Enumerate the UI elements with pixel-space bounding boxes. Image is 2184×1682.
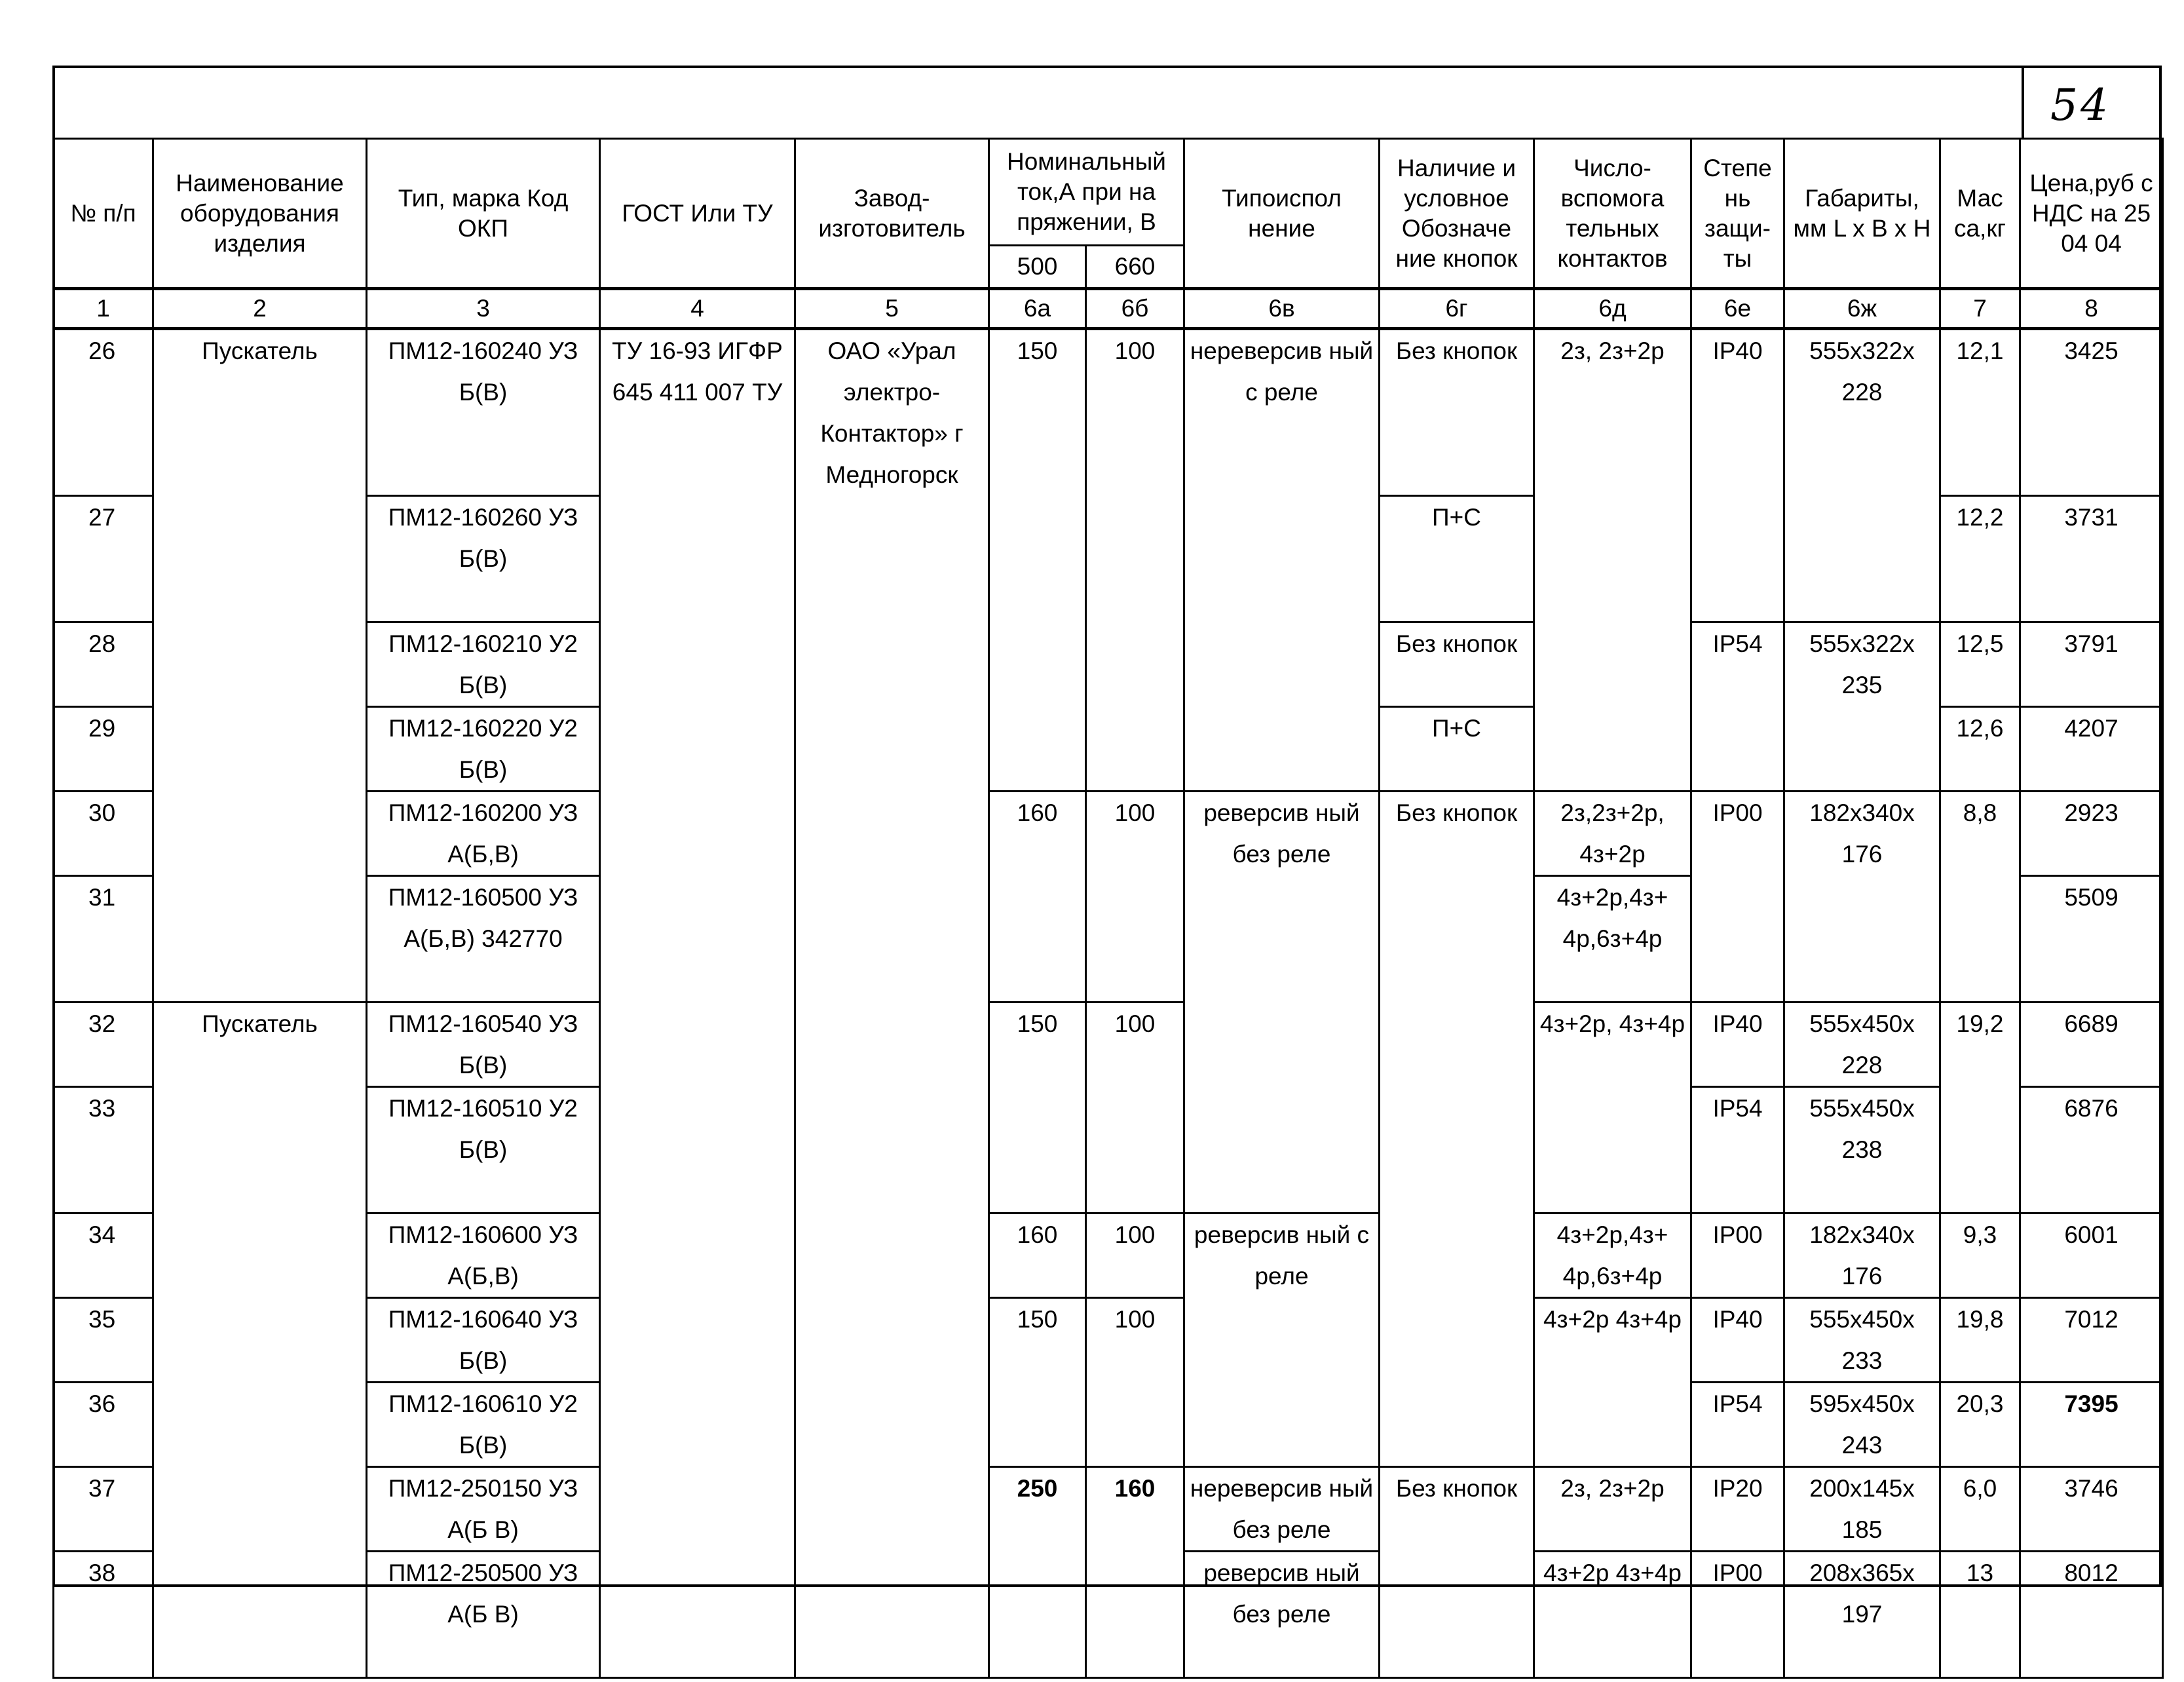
colnum-cell: 7	[1940, 289, 2020, 329]
gost-spec	[600, 1002, 795, 1086]
row-number: 34	[54, 1213, 153, 1297]
gost-spec	[600, 1466, 795, 1551]
header-maker: Завод-изготовитель	[795, 139, 989, 289]
table-row	[54, 791, 2163, 875]
manufacturer	[795, 1297, 989, 1382]
execution-type: нереверсив ный без реле	[1184, 1466, 1380, 1551]
table-row	[54, 1086, 2163, 1213]
equipment-name	[153, 622, 367, 706]
mass: 19,2	[1940, 1002, 2020, 1086]
gost-spec	[600, 706, 795, 791]
table-row	[54, 495, 2163, 622]
aux-contacts: 2з, 2з+2р	[1534, 1466, 1691, 1551]
manufacturer	[795, 1382, 989, 1466]
colnum-cell: 6а	[989, 289, 1086, 329]
gost-spec	[600, 1086, 795, 1213]
current-660v: 100	[1086, 329, 1184, 496]
dimensions: 182x340x 176	[1784, 791, 1940, 875]
mass: 12,5	[1940, 622, 2020, 706]
header-dimensions: Габариты, мм L x B x H	[1784, 139, 1940, 289]
dimensions: 555x450x 233	[1784, 1297, 1940, 1382]
current-660v	[1086, 706, 1184, 791]
execution-type	[1184, 1002, 1380, 1086]
manufacturer	[795, 1551, 989, 1677]
gost-spec	[600, 495, 795, 622]
price: 7012	[2020, 1297, 2163, 1382]
mass	[1940, 1086, 2020, 1213]
execution-type: реверсив ный с реле	[1184, 1213, 1380, 1297]
mass: 12,6	[1940, 706, 2020, 791]
table-row	[54, 1002, 2163, 1086]
gost-spec	[600, 875, 795, 1002]
row-number: 35	[54, 1297, 153, 1382]
equipment-name	[153, 791, 367, 875]
current-660v	[1086, 495, 1184, 622]
row-number: 27	[54, 495, 153, 622]
current-660v: 160	[1086, 1466, 1184, 1551]
gost-spec	[600, 1382, 795, 1466]
protection: IP00	[1691, 1551, 1784, 1677]
mass: 20,3	[1940, 1382, 2020, 1466]
colnum-cell: 1	[54, 289, 153, 329]
current-660v: 100	[1086, 791, 1184, 875]
table-row	[54, 706, 2163, 791]
row-number: 28	[54, 622, 153, 706]
aux-contacts: 4з+2р 4з+4р	[1534, 1297, 1691, 1382]
header-mass: Мас са,кг	[1940, 139, 2020, 289]
mass: 13	[1940, 1551, 2020, 1677]
protection: IP00	[1691, 1213, 1784, 1297]
price: 3746	[2020, 1466, 2163, 1551]
current-660v	[1086, 1382, 1184, 1466]
buttons	[1380, 875, 1534, 1002]
table-body	[54, 329, 2163, 1678]
current-660v	[1086, 875, 1184, 1002]
price: 2923	[2020, 791, 2163, 875]
current-500v: 250	[989, 1466, 1086, 1551]
manufacturer	[795, 1086, 989, 1213]
header-current: Номинальный ток,А при на пряжении, В	[989, 139, 1184, 246]
aux-contacts	[1534, 1086, 1691, 1213]
current-660v: 100	[1086, 1297, 1184, 1382]
row-number: 29	[54, 706, 153, 791]
dimensions	[1784, 875, 1940, 1002]
colnum-cell: 6е	[1691, 289, 1784, 329]
type-code: ПМ12-160200 УЗ А(Б,В)	[367, 791, 600, 875]
aux-contacts: 2з,2з+2р, 4з+2р	[1534, 791, 1691, 875]
protection: IP54	[1691, 1382, 1784, 1466]
dimensions: 182x340x 176	[1784, 1213, 1940, 1297]
dimensions: 555x450x 238	[1784, 1086, 1940, 1213]
equipment-name	[153, 495, 367, 622]
type-code: ПМ12-250500 УЗ А(Б В)	[367, 1551, 600, 1677]
buttons: Без кнопок	[1380, 1466, 1534, 1551]
mass: 12,1	[1940, 329, 2020, 496]
dimensions: 595x450x 243	[1784, 1382, 1940, 1466]
dimensions	[1784, 495, 1940, 622]
mass: 9,3	[1940, 1213, 2020, 1297]
gost-spec	[600, 1551, 795, 1677]
page-number: 54	[2050, 80, 2111, 130]
row-number: 36	[54, 1382, 153, 1466]
price: 6876	[2020, 1086, 2163, 1213]
execution-type	[1184, 706, 1380, 791]
gost-spec	[600, 622, 795, 706]
table-row	[54, 329, 2163, 496]
colnum-cell: 8	[2020, 289, 2163, 329]
buttons	[1380, 1213, 1534, 1297]
aux-contacts	[1534, 495, 1691, 622]
protection	[1691, 875, 1784, 1002]
mass	[1940, 875, 2020, 1002]
manufacturer	[795, 791, 989, 875]
table-row	[54, 1551, 2163, 1677]
buttons	[1380, 1086, 1534, 1213]
current-660v	[1086, 1551, 1184, 1677]
manufacturer	[795, 495, 989, 622]
current-500v	[989, 1382, 1086, 1466]
table-header-row	[54, 139, 2163, 246]
buttons	[1380, 1382, 1534, 1466]
price: 5509	[2020, 875, 2163, 1002]
dimensions: 200x145x 185	[1784, 1466, 1940, 1551]
dimensions	[1784, 706, 1940, 791]
protection: IP40	[1691, 329, 1784, 496]
execution-type: реверсив ный без реле	[1184, 1551, 1380, 1677]
header-500v: 500	[989, 246, 1086, 289]
current-500v	[989, 495, 1086, 622]
equipment-name: Пускатель	[153, 329, 367, 496]
header-name: Наименование оборудования изделия	[153, 139, 367, 289]
buttons: Без кнопок	[1380, 622, 1534, 706]
colnum-cell: 6д	[1534, 289, 1691, 329]
current-500v	[989, 622, 1086, 706]
price: 3731	[2020, 495, 2163, 622]
current-500v	[989, 1086, 1086, 1213]
table-row	[54, 875, 2163, 1002]
type-code: ПМ12-160640 УЗ Б(В)	[367, 1297, 600, 1382]
current-660v: 100	[1086, 1213, 1184, 1297]
row-number: 33	[54, 1086, 153, 1213]
mass: 8,8	[1940, 791, 2020, 875]
table-row	[54, 1297, 2163, 1382]
price: 7395	[2020, 1382, 2163, 1466]
protection: IP40	[1691, 1297, 1784, 1382]
type-code: ПМ12-160500 УЗ А(Б,В) 342770	[367, 875, 600, 1002]
type-code: ПМ12-160540 УЗ Б(В)	[367, 1002, 600, 1086]
execution-type: реверсив ный без реле	[1184, 791, 1380, 875]
equipment-name	[153, 1551, 367, 1677]
table-row	[54, 1382, 2163, 1466]
protection	[1691, 706, 1784, 791]
colnum-cell: 6г	[1380, 289, 1534, 329]
manufacturer	[795, 706, 989, 791]
current-500v	[989, 706, 1086, 791]
row-number: 26	[54, 329, 153, 496]
colnum-cell: 4	[600, 289, 795, 329]
current-500v: 160	[989, 1213, 1086, 1297]
aux-contacts	[1534, 706, 1691, 791]
header-price: Цена,руб с НДС на 25 04 04	[2020, 139, 2163, 289]
equipment-name	[153, 706, 367, 791]
aux-contacts: 4з+2р,4з+ 4р,6з+4р	[1534, 1213, 1691, 1297]
colnum-cell: 2	[153, 289, 367, 329]
price: 4207	[2020, 706, 2163, 791]
equipment-name	[153, 1382, 367, 1466]
equipment-name	[153, 1086, 367, 1213]
buttons: Без кнопок	[1380, 791, 1534, 875]
current-500v	[989, 1551, 1086, 1677]
dimensions: 555x450x 228	[1784, 1002, 1940, 1086]
header-protection: Степе нь защи-ты	[1691, 139, 1784, 289]
type-code: ПМ12-160210 У2 Б(В)	[367, 622, 600, 706]
mass: 12,2	[1940, 495, 2020, 622]
mass: 6,0	[1940, 1466, 2020, 1551]
price: 3791	[2020, 622, 2163, 706]
protection: IP00	[1691, 791, 1784, 875]
current-660v	[1086, 1086, 1184, 1213]
column-number-row	[54, 289, 2163, 329]
equipment-name	[153, 1466, 367, 1551]
type-code: ПМ12-160240 УЗ Б(В)	[367, 329, 600, 496]
current-660v: 100	[1086, 1002, 1184, 1086]
colnum-cell: 5	[795, 289, 989, 329]
manufacturer	[795, 875, 989, 1002]
gost-spec	[600, 1213, 795, 1297]
price: 6001	[2020, 1213, 2163, 1297]
gost-spec: ТУ 16-93 ИГФР 645 411 007 ТУ	[600, 329, 795, 496]
current-500v: 150	[989, 329, 1086, 496]
buttons: Без кнопок	[1380, 329, 1534, 496]
execution-type	[1184, 1086, 1380, 1213]
execution-type	[1184, 1382, 1380, 1466]
colnum-cell: 3	[367, 289, 600, 329]
header-buttons: Наличие и условное Обозначе ние кнопок	[1380, 139, 1534, 289]
row-number: 37	[54, 1466, 153, 1551]
type-code: ПМ12-160510 У2 Б(В)	[367, 1086, 600, 1213]
row-number: 32	[54, 1002, 153, 1086]
execution-type	[1184, 495, 1380, 622]
row-number: 38	[54, 1551, 153, 1677]
protection: IP54	[1691, 1086, 1784, 1213]
buttons: П+С	[1380, 706, 1534, 791]
colnum-cell: 6б	[1086, 289, 1184, 329]
manufacturer: ОАО «Урал электро-Контактор» г Медногорск	[795, 329, 989, 496]
aux-contacts	[1534, 1382, 1691, 1466]
gost-spec	[600, 1297, 795, 1382]
manufacturer	[795, 1466, 989, 1551]
protection: IP40	[1691, 1002, 1784, 1086]
colnum-cell: 6ж	[1784, 289, 1940, 329]
price: 3425	[2020, 329, 2163, 496]
buttons	[1380, 1002, 1534, 1086]
aux-contacts: 4з+2р,4з+ 4р,6з+4р	[1534, 875, 1691, 1002]
dimensions: 555x322x 235	[1784, 622, 1940, 706]
aux-contacts: 2з, 2з+2р	[1534, 329, 1691, 496]
type-code: ПМ12-160220 У2 Б(В)	[367, 706, 600, 791]
mass: 19,8	[1940, 1297, 2020, 1382]
execution-type	[1184, 875, 1380, 1002]
manufacturer	[795, 1213, 989, 1297]
equipment-name	[153, 1297, 367, 1382]
current-500v	[989, 875, 1086, 1002]
buttons	[1380, 1297, 1534, 1382]
price: 8012	[2020, 1551, 2163, 1677]
execution-type	[1184, 622, 1380, 706]
equipment-name	[153, 1213, 367, 1297]
aux-contacts: 4з+2р, 4з+4р	[1534, 1002, 1691, 1086]
price: 6689	[2020, 1002, 2163, 1086]
equipment-name: Пускатель	[153, 1002, 367, 1086]
execution-type	[1184, 1297, 1380, 1382]
aux-contacts	[1534, 622, 1691, 706]
dimensions: 208x365x 197	[1784, 1551, 1940, 1677]
row-number: 31	[54, 875, 153, 1002]
execution-type: нереверсив ный с реле	[1184, 329, 1380, 496]
table-row	[54, 1466, 2163, 1551]
current-500v: 160	[989, 791, 1086, 875]
header-exec: Типоиспол нение	[1184, 139, 1380, 289]
protection	[1691, 495, 1784, 622]
dimensions: 555x322x 228	[1784, 329, 1940, 496]
gost-spec	[600, 791, 795, 875]
current-500v: 150	[989, 1002, 1086, 1086]
manufacturer	[795, 1002, 989, 1086]
table-row	[54, 1213, 2163, 1297]
current-660v	[1086, 622, 1184, 706]
header-no: № п/п	[54, 139, 153, 289]
manufacturer	[795, 622, 989, 706]
equipment-name	[153, 875, 367, 1002]
type-code: ПМ12-250150 УЗ А(Б В)	[367, 1466, 600, 1551]
aux-contacts: 4з+2р 4з+4р	[1534, 1551, 1691, 1677]
table-row	[54, 622, 2163, 706]
type-code: ПМ12-160260 УЗ Б(В)	[367, 495, 600, 622]
buttons: П+С	[1380, 495, 1534, 622]
colnum-cell: 6в	[1184, 289, 1380, 329]
type-code: ПМ12-160610 У2 Б(В)	[367, 1382, 600, 1466]
header-type: Тип, марка Код ОКП	[367, 139, 600, 289]
row-number: 30	[54, 791, 153, 875]
buttons	[1380, 1551, 1534, 1677]
protection: IP54	[1691, 622, 1784, 706]
equipment-spec-table	[52, 138, 2164, 1679]
header-contacts: Число-вспомога тельных контактов	[1534, 139, 1691, 289]
current-500v: 150	[989, 1297, 1086, 1382]
protection: IP20	[1691, 1466, 1784, 1551]
header-gost: ГОСТ Или ТУ	[600, 139, 795, 289]
header-660v: 660	[1086, 246, 1184, 289]
type-code: ПМ12-160600 УЗ А(Б,В)	[367, 1213, 600, 1297]
